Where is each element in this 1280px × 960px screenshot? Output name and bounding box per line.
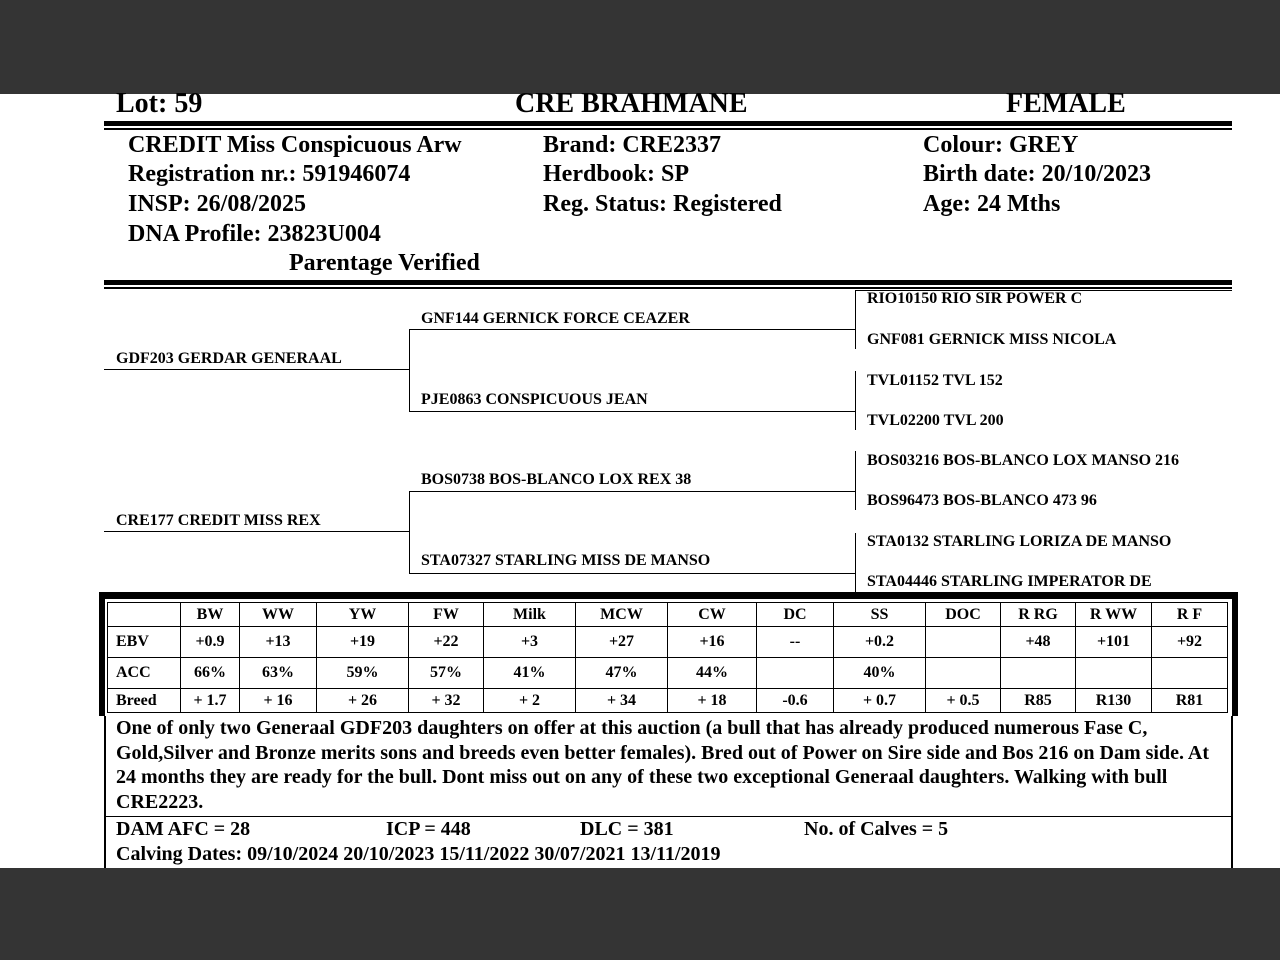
table-cell: +92 bbox=[1152, 627, 1228, 658]
pedigree-line bbox=[409, 411, 855, 412]
table-cell: +13 bbox=[240, 627, 317, 658]
table-cell: + 16 bbox=[240, 689, 317, 713]
pedigree-line bbox=[409, 491, 410, 573]
table-cell: + 18 bbox=[668, 689, 757, 713]
great-grandparent: TVL01152 TVL 152 bbox=[867, 372, 1003, 389]
ebv-table bbox=[107, 602, 1228, 713]
table-cell bbox=[926, 658, 1001, 689]
column-header: Milk bbox=[484, 603, 576, 627]
pedigree-line bbox=[104, 531, 409, 532]
ebv-frame bbox=[99, 592, 105, 716]
row-label: Breed bbox=[108, 689, 181, 713]
great-grandparent: TVL02200 TVL 200 bbox=[867, 412, 1004, 429]
ebv-frame bbox=[1232, 592, 1238, 716]
breed-title: CRE BRAHMANE bbox=[515, 88, 748, 119]
pedigree-line bbox=[409, 329, 410, 411]
desc-border bbox=[1231, 716, 1233, 868]
row-label: ACC bbox=[108, 658, 181, 689]
table-cell: R85 bbox=[1001, 689, 1076, 713]
parentage-status: Parentage Verified bbox=[289, 250, 480, 276]
table-cell: +16 bbox=[668, 627, 757, 658]
header-rule-thin bbox=[104, 128, 1232, 130]
colour: Colour: GREY bbox=[923, 132, 1079, 158]
dam-afc: DAM AFC = 28 bbox=[116, 818, 251, 840]
table-cell: +19 bbox=[317, 627, 409, 658]
calving-dates: Calving Dates: 09/10/2024 20/10/2023 15/11/2022 30/07/2021 13/11/2019 bbox=[116, 843, 721, 865]
sire: GDF203 GERDAR GENERAAL bbox=[116, 350, 342, 367]
calf-count: No. of Calves = 5 bbox=[804, 818, 949, 840]
sire-dam: PJE0863 CONSPICUOUS JEAN bbox=[421, 391, 648, 408]
table-row bbox=[108, 689, 1228, 713]
birth-date: Birth date: 20/10/2023 bbox=[923, 161, 1151, 187]
table-cell: -- bbox=[757, 627, 834, 658]
lot-sheet bbox=[0, 88, 1280, 868]
dlc: DLC = 381 bbox=[580, 818, 674, 840]
pedigree-line bbox=[855, 290, 856, 349]
lot-number: Lot: 59 bbox=[116, 88, 203, 119]
dam-dam: STA07327 STARLING MISS DE MANSO bbox=[421, 552, 711, 569]
table-cell bbox=[757, 658, 834, 689]
dam: CRE177 CREDIT MISS REX bbox=[116, 512, 321, 529]
table-cell: + 32 bbox=[409, 689, 484, 713]
stats-divider bbox=[104, 816, 1232, 817]
pedigree-line bbox=[409, 573, 855, 574]
sex-label: FEMALE bbox=[1006, 88, 1126, 119]
table-cell: + 34 bbox=[576, 689, 668, 713]
table-cell: 59% bbox=[317, 658, 409, 689]
table-cell bbox=[1076, 658, 1152, 689]
table-cell: + 0.7 bbox=[834, 689, 926, 713]
column-header: FW bbox=[409, 603, 484, 627]
header-rule bbox=[104, 121, 1232, 126]
table-cell: +3 bbox=[484, 627, 576, 658]
icp: ICP = 448 bbox=[386, 818, 471, 840]
insp-date: INSP: 26/08/2025 bbox=[128, 191, 307, 217]
column-header: DC bbox=[757, 603, 834, 627]
table-cell: 41% bbox=[484, 658, 576, 689]
table-cell bbox=[1152, 658, 1228, 689]
registration-number: Registration nr.: 591946074 bbox=[128, 161, 411, 187]
column-header: CW bbox=[668, 603, 757, 627]
pedigree-line bbox=[409, 329, 855, 330]
table-cell: + 0.5 bbox=[926, 689, 1001, 713]
row-label: EBV bbox=[108, 627, 181, 658]
ebv-frame bbox=[99, 592, 1238, 599]
column-header bbox=[108, 603, 181, 627]
table-cell: +101 bbox=[1076, 627, 1152, 658]
pedigree-line bbox=[855, 371, 856, 430]
dam-sire: BOS0738 BOS-BLANCO LOX REX 38 bbox=[421, 471, 692, 488]
registration-status: Reg. Status: Registered bbox=[543, 191, 782, 217]
table-row bbox=[108, 658, 1228, 689]
column-header: BW bbox=[181, 603, 240, 627]
table-cell: 66% bbox=[181, 658, 240, 689]
great-grandparent: STA04446 STARLING IMPERATOR DE bbox=[867, 573, 1152, 590]
column-header: R RG bbox=[1001, 603, 1076, 627]
table-cell: 44% bbox=[668, 658, 757, 689]
info-rule-thin bbox=[104, 287, 1232, 289]
info-rule bbox=[104, 280, 1232, 285]
column-header: MCW bbox=[576, 603, 668, 627]
great-grandparent: BOS03216 BOS-BLANCO LOX MANSO 216 bbox=[867, 452, 1180, 469]
table-row bbox=[108, 627, 1228, 658]
animal-name: CREDIT Miss Conspicuous Arw bbox=[128, 132, 462, 158]
herdbook: Herdbook: SP bbox=[543, 161, 690, 187]
ebv-header-row bbox=[108, 603, 1228, 627]
table-cell: +22 bbox=[409, 627, 484, 658]
pedigree-line bbox=[855, 451, 856, 510]
table-cell: +27 bbox=[576, 627, 668, 658]
desc-border bbox=[104, 716, 106, 868]
sire-sire: GNF144 GERNICK FORCE CEAZER bbox=[421, 310, 690, 327]
table-cell: R130 bbox=[1076, 689, 1152, 713]
table-cell: -0.6 bbox=[757, 689, 834, 713]
great-grandparent: BOS96473 BOS-BLANCO 473 96 bbox=[867, 492, 1097, 509]
table-cell: 63% bbox=[240, 658, 317, 689]
brand: Brand: CRE2337 bbox=[543, 132, 722, 158]
table-cell bbox=[1001, 658, 1076, 689]
column-header: R F bbox=[1152, 603, 1228, 627]
table-cell: 57% bbox=[409, 658, 484, 689]
pedigree-line bbox=[855, 533, 856, 592]
column-header: WW bbox=[240, 603, 317, 627]
table-cell bbox=[926, 627, 1001, 658]
table-cell: +0.9 bbox=[181, 627, 240, 658]
age: Age: 24 Mths bbox=[923, 191, 1061, 217]
pedigree-line bbox=[104, 369, 409, 370]
table-cell: +48 bbox=[1001, 627, 1076, 658]
table-cell: +0.2 bbox=[834, 627, 926, 658]
pedigree-line bbox=[409, 491, 855, 492]
column-header: DOC bbox=[926, 603, 1001, 627]
great-grandparent: STA0132 STARLING LORIZA DE MANSO bbox=[867, 533, 1172, 550]
dna-profile: DNA Profile: 23823U004 bbox=[128, 221, 381, 247]
table-cell: + 1.7 bbox=[181, 689, 240, 713]
table-cell: 47% bbox=[576, 658, 668, 689]
table-cell: 40% bbox=[834, 658, 926, 689]
table-cell: R81 bbox=[1152, 689, 1228, 713]
great-grandparent: GNF081 GERNICK MISS NICOLA bbox=[867, 331, 1117, 348]
great-grandparent: RIO10150 RIO SIR POWER C bbox=[867, 290, 1083, 307]
column-header: SS bbox=[834, 603, 926, 627]
column-header: R WW bbox=[1076, 603, 1152, 627]
lot-description: One of only two Generaal GDF203 daughters on offer at this auction (a bull that has already produced numerous Fase C, Gold,Silver and Bronze merits sons and breeds even better females). Bred out of Power on Sire side and Bos 216 on Dam side. At 24 months they are ready for the bull. Dont miss out on any of these two exceptional Generaal daughters. Walking with bull CRE2223. bbox=[116, 717, 1209, 813]
table-cell: + 2 bbox=[484, 689, 576, 713]
column-header: YW bbox=[317, 603, 409, 627]
table-cell: + 26 bbox=[317, 689, 409, 713]
